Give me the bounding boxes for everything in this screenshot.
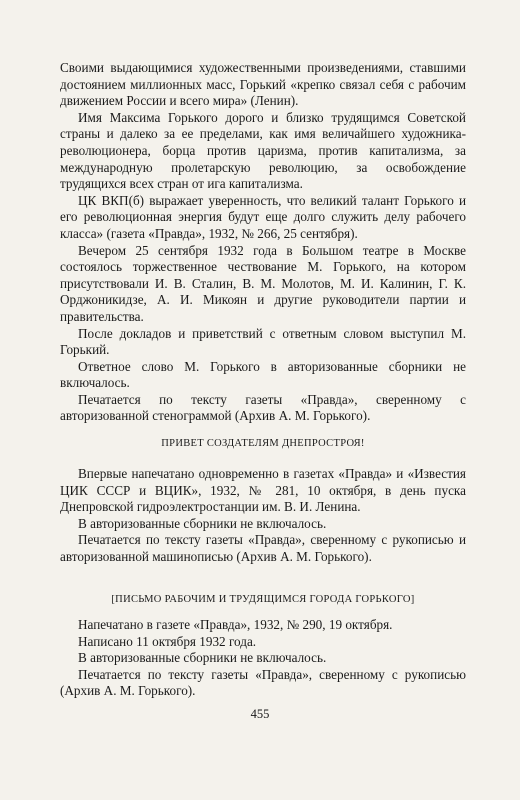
paragraph: Своими выдающимися художественными произведениями, ставшими достоянием миллионных масс, Горький «крепко связал себя с рабочим движением России и всего мира» (Ленин). [60, 60, 466, 109]
paragraph: Ответное слово М. Горького в авторизованные сборники не включалось. [60, 358, 466, 391]
paragraph: Печатается по тексту газеты «Правда», сверенному с рукописью (Архив А. М. Горького). [60, 666, 466, 699]
paragraph: Вечером 25 сентября 1932 года в Большом театре в Москве состоялось торжественное чествование М. Горького, на котором присутствовали И. В. Сталин, В. М. Молотов, М. И. Калинин, Г. К. Орджоникидзе, А. И. Микоян и другие руководители партии и правительства. [60, 242, 466, 324]
section-3-text [60, 617, 466, 700]
paragraph: Впервые напечатано одновременно в газетах «Правда» и «Известия ЦИК СССР и ВЦИК», 1932, № 281, 10 октября, в день пуска Днепровской гидроэлектростанции им. В. И. Ленина. [60, 466, 466, 515]
paragraph: После докладов и приветствий с ответным словом выступил М. Горький. [60, 325, 466, 358]
section-1-text [60, 60, 466, 425]
paragraph: ЦК ВКП(б) выражает уверенность, что великий талант Горького и его революционная энергия будут еще долго служить делу рабочего класса» (газета «Правда», 1932, № 266, 25 сентября). [60, 192, 466, 241]
section-heading: ПРИВЕТ СОЗДАТЕЛЯМ ДНЕПРОСТРОЯ! [161, 438, 365, 449]
paragraph: В авторизованные сборники не включалось. [78, 650, 327, 666]
section-2-text [60, 466, 466, 566]
paragraph: Имя Максима Горького дорого и близко трудящимся Советской страны и далеко за ее пределами, как имя величайшего художника-революционера, борца против царизма, против капитализма, за международную пролетарскую революцию, за освобождение трудящихся всех стран от ига капитализма. [60, 109, 466, 192]
paragraph: Печатается по тексту газеты «Правда», сверенному с авторизованной стенограммой (Архив А. М. Горького). [60, 391, 466, 424]
paragraph: В авторизованные сборники не включалось. [78, 515, 327, 531]
paragraph: Печатается по тексту газеты «Правда», сверенному с рукописью и авторизованной машинописью (Архив А. М. Горького). [60, 532, 466, 564]
paragraph: Написано 11 октября 1932 года. [78, 633, 257, 649]
page-number: 455 [250, 707, 270, 721]
paragraph: Напечатано в газете «Правда», 1932, № 290, 19 октября. [78, 617, 393, 632]
section-heading: [ПИСЬМО РАБОЧИМ И ТРУДЯЩИМСЯ ГОРОДА ГОРЬКОГО] [111, 594, 415, 605]
